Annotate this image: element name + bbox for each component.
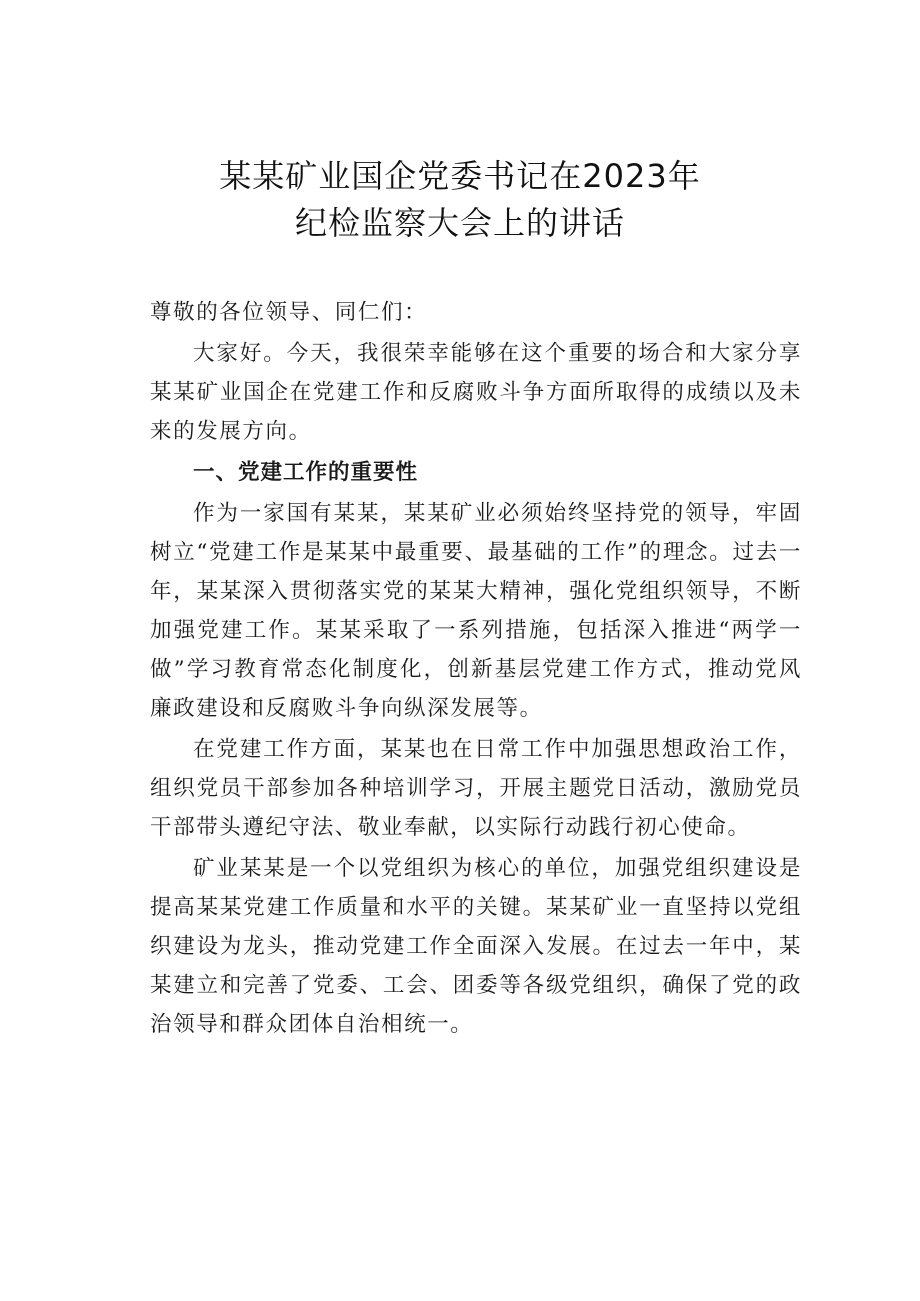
section1-paragraph-1: 作为一家国有某某，某某矿业必须始终坚持党的领导，牢固树立“党建工作是某某中最重要、最基础的工作”的理念。过去一年，某某深入贯彻落实党的某某大精神，强化党组织领导，不断加强党建工作。某某采取了一系列措施，包括深入推进“两学一做”学习教育常态化制度化，创新基层党建工作方式，推动党风廉政建设和反腐败斗争向纵深发展等。	[150, 501, 802, 721]
document-body	[150, 293, 802, 1044]
section-heading-1: 一、党建工作的重要性	[193, 460, 419, 485]
document-title-line-1: 某某矿业国企党委书记在2023年	[219, 157, 701, 195]
section1-paragraph-3: 矿业某某是一个以党组织为核心的单位，加强党组织建设是提高某某党建工作质量和水平的关键。某某矿业一直坚持以党组织建设为龙头，推动党建工作全面深入发展。在过去一年中，某某建立和完善了党委、工会、团委等各级党组织，确保了党的政治领导和群众团体自治相统一。	[150, 856, 802, 1037]
document-title-line-2: 纪检监察大会上的讲话	[294, 204, 625, 242]
salutation: 尊敬的各位领导、同仁们：	[150, 300, 428, 325]
intro-paragraph: 大家好。今天，我很荣幸能够在这个重要的场合和大家分享某某矿业国企在党建工作和反腐败斗争方面所取得的成绩以及未来的发展方向。	[150, 341, 802, 444]
section1-paragraph-2: 在党建工作方面，某某也在日常工作中加强思想政治工作，组织党员干部参加各种培训学习，开展主题党日活动，激励党员干部带头遵纪守法、敬业奉献，以实际行动践行初心使命。	[150, 737, 802, 840]
